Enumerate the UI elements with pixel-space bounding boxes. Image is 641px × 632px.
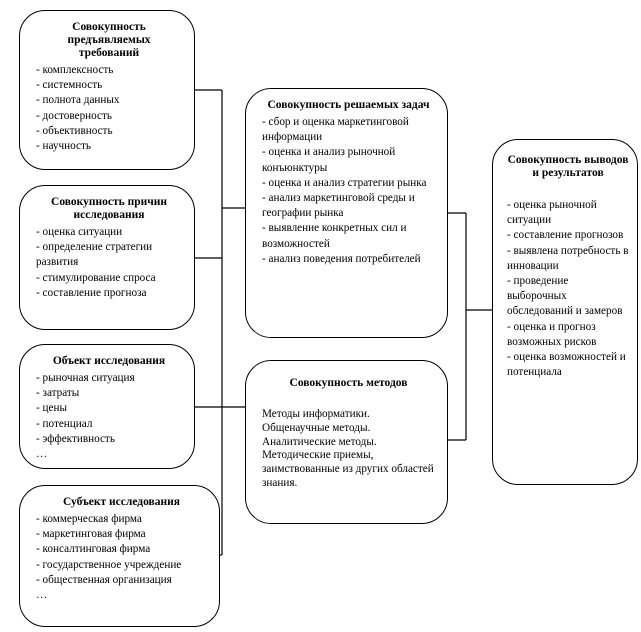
tasks-box [245, 88, 448, 338]
list-item: - проведение выборочных обследований и замеров [507, 275, 623, 318]
list-item: … [36, 589, 48, 602]
object-box [19, 344, 195, 469]
subject-box [19, 485, 220, 627]
tasks-title: Совокупность решаемых задач [267, 99, 430, 111]
list-item: - достоверность [36, 109, 112, 122]
list-item: … [36, 448, 48, 461]
methods-line: Аналитические методы. [262, 435, 377, 448]
causes-box [19, 185, 195, 330]
list-item: - оценка и анализ рыночной конъюнктуры [262, 146, 396, 174]
list-item: - оценка рыночной ситуации [507, 199, 597, 227]
list-item: - системность [36, 79, 103, 92]
list-item: - потенциал [36, 417, 93, 430]
list-item: - выявление конкретных сил и возможностей [262, 222, 407, 250]
list-item: - объективность [36, 124, 113, 137]
results-title: Совокупность выводов и результатов [507, 154, 629, 179]
requirements-box [19, 10, 195, 170]
list-item: - сбор и оценка маркетинговой информации [262, 116, 409, 144]
list-item: - стимулирование спроса [36, 271, 156, 284]
methods-line: Общенаучные методы. [262, 421, 371, 434]
list-item: - государственное учреждение [36, 558, 182, 571]
results-list [507, 198, 629, 380]
methods-title: Совокупность методов [289, 377, 408, 389]
list-item: - комплексность [36, 64, 114, 76]
results-box [492, 139, 638, 485]
list-item: - анализ поведения потребителей [262, 252, 421, 265]
list-item: - коммерческая фирма [36, 513, 142, 525]
list-item: - эффективность [36, 432, 115, 445]
methods-line: Методы информатики. [262, 408, 370, 420]
list-item: - оценка и прогноз возможных рисков [507, 320, 597, 348]
subject-list [36, 512, 207, 603]
list-item: - полнота данных [36, 94, 120, 107]
object-title: Объект исследования [52, 355, 166, 367]
list-item: - оценка возможностей и потенциала [507, 351, 626, 379]
list-item: - цены [36, 402, 67, 415]
causes-list [36, 225, 182, 301]
list-item: - составление прогноза [36, 286, 147, 299]
list-item: - анализ маркетинговой среды и географии рынка [262, 192, 415, 220]
list-item: - затраты [36, 387, 80, 400]
list-item: - маркетинговая фирма [36, 528, 146, 541]
list-item: - определение стратегии развития [36, 241, 153, 269]
list-item: - оценка ситуации [36, 226, 123, 238]
list-item: - оценка и анализ стратегии рынка [262, 176, 427, 189]
list-item: - общественная организация [36, 573, 172, 586]
requirements-title: Совокупность предъявляемых требований [67, 21, 151, 59]
list-item: - научность [36, 140, 91, 153]
requirements-list [36, 63, 182, 154]
methods-box [245, 360, 448, 524]
list-item: - составление прогнозов [507, 229, 624, 242]
causes-title: Совокупность причин исследования [51, 196, 167, 221]
object-list [36, 371, 182, 462]
list-item: - выявлена потребность в инновации [507, 244, 629, 272]
methods-line: Методические приемы, заимствованные из других областей знания. [262, 449, 434, 489]
list-item: - рыночная ситуация [36, 372, 135, 384]
subject-title: Субъект исследования [63, 496, 180, 508]
tasks-list [262, 115, 435, 267]
list-item: - консалтинговая фирма [36, 543, 151, 556]
